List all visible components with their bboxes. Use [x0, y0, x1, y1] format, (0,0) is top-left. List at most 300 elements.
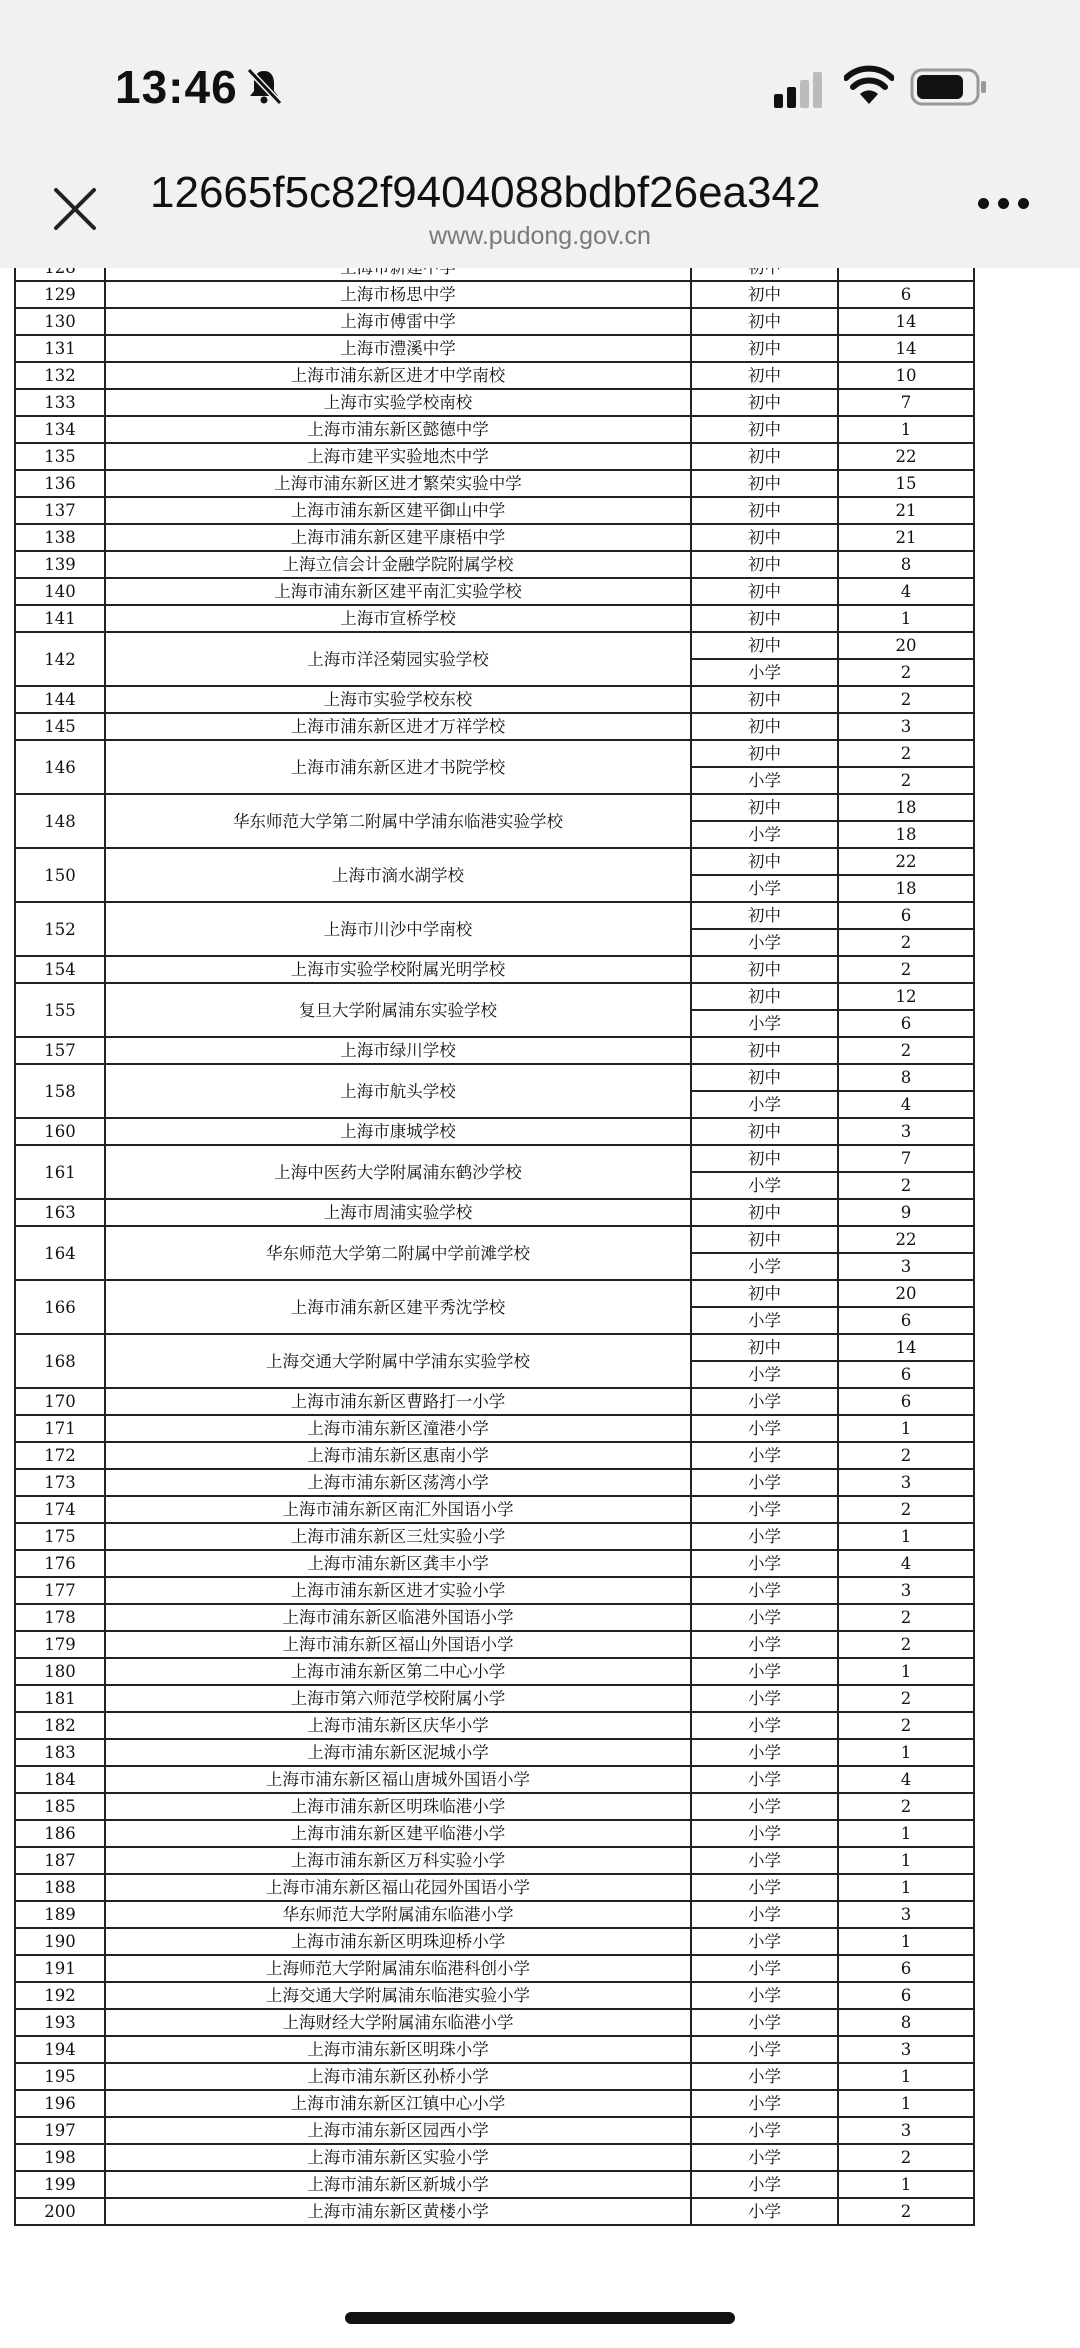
cell-number: 133 [15, 389, 105, 416]
table-row [15, 1469, 974, 1496]
cell-school-name: 上海市浦东新区福山外国语小学 [105, 1631, 691, 1658]
cell-number: 186 [15, 1820, 105, 1847]
table-row [15, 2171, 974, 2198]
table-row [15, 1037, 974, 1064]
cell-school-name: 上海市浦东新区懿德中学 [105, 416, 691, 443]
cell-count: 2 [838, 1793, 974, 1820]
home-indicator[interactable] [345, 2312, 735, 2324]
cell-level: 初中 [691, 578, 838, 605]
cell-school-name: 上海市浦东新区黄楼小学 [105, 2198, 691, 2225]
table-row [15, 956, 974, 983]
cell-count: 7 [838, 1145, 974, 1172]
cell-level: 初中 [691, 1145, 838, 1172]
cell-school-name: 上海市绿川学校 [105, 1037, 691, 1064]
cell-level: 小学 [691, 1847, 838, 1874]
cell-count: 3 [838, 2036, 974, 2063]
cell-school-name: 上海市浦东新区明珠临港小学 [105, 1793, 691, 1820]
cell-school-name: 上海市浦东新区荡湾小学 [105, 1469, 691, 1496]
cell-school-name: 上海市浦东新区进才实验小学 [105, 1577, 691, 1604]
cell-level: 初中 [691, 1280, 838, 1307]
table-row [15, 1523, 974, 1550]
more-dot [998, 198, 1009, 209]
cell-number: 135 [15, 443, 105, 470]
cell-level: 小学 [691, 659, 838, 686]
bell-slash-icon [244, 66, 284, 106]
cell-number: 189 [15, 1901, 105, 1928]
cell-count: 1 [838, 605, 974, 632]
cell-level: 小学 [691, 1793, 838, 1820]
table-row [15, 416, 974, 443]
cell-number: 132 [15, 362, 105, 389]
cell-count: 1 [838, 1658, 974, 1685]
cell-level: 小学 [691, 1010, 838, 1037]
table-row [15, 1415, 974, 1442]
table-row [15, 578, 974, 605]
cell-level: 初中 [691, 956, 838, 983]
cell-level: 小学 [691, 2144, 838, 2171]
cell-level: 小学 [691, 1523, 838, 1550]
cell-count: 6 [838, 1955, 974, 1982]
cell-level: 小学 [691, 767, 838, 794]
cell-level: 初中 [691, 686, 838, 713]
table-row [15, 524, 974, 551]
cell-school-name: 华东师范大学第二附属中学前滩学校 [105, 1226, 691, 1280]
cell-level: 小学 [691, 1631, 838, 1658]
cell-school-name: 上海市川沙中学南校 [105, 902, 691, 956]
cell-level: 初中 [691, 335, 838, 362]
cell-level: 初中 [691, 632, 838, 659]
table-row [15, 902, 974, 929]
cell-number: 187 [15, 1847, 105, 1874]
table-row [15, 632, 974, 659]
cell-level: 小学 [691, 2036, 838, 2063]
cell-number: 140 [15, 578, 105, 605]
cell-level: 初中 [691, 740, 838, 767]
cell-number: 191 [15, 1955, 105, 1982]
cell-level: 小学 [691, 1415, 838, 1442]
cell-count: 2 [838, 1604, 974, 1631]
cell-school-name: 上海市浦东新区潼港小学 [105, 1415, 691, 1442]
cell-school-name: 华东师范大学附属浦东临港小学 [105, 1901, 691, 1928]
cell-number: 195 [15, 2063, 105, 2090]
table-row [15, 1496, 974, 1523]
cell-number: 197 [15, 2117, 105, 2144]
cell-level: 小学 [691, 1361, 838, 1388]
table-row [15, 1739, 974, 1766]
cell-number: 137 [15, 497, 105, 524]
table-row [15, 2009, 974, 2036]
cell-school-name: 上海市浦东新区江镇中心小学 [105, 2090, 691, 2117]
cell-number: 148 [15, 794, 105, 848]
cell-count: 14 [838, 1334, 974, 1361]
cell-count: 6 [838, 902, 974, 929]
cell-number: 130 [15, 308, 105, 335]
cell-count: 21 [838, 524, 974, 551]
cell-count: 6 [838, 1388, 974, 1415]
table-row [15, 1226, 974, 1253]
cell-count: 3 [838, 2117, 974, 2144]
cell-number: 160 [15, 1118, 105, 1145]
cell-level: 小学 [691, 929, 838, 956]
cell-count: 2 [838, 1685, 974, 1712]
cell-number: 173 [15, 1469, 105, 1496]
cell-level: 初中 [691, 362, 838, 389]
cell-number: 194 [15, 2036, 105, 2063]
cell-number: 161 [15, 1145, 105, 1199]
cell-number: 182 [15, 1712, 105, 1739]
cell-school-name: 上海师范大学附属浦东临港科创小学 [105, 1955, 691, 1982]
cell-level: 小学 [691, 1577, 838, 1604]
table-row [15, 1766, 974, 1793]
table-row [15, 2036, 974, 2063]
cell-school-name: 上海市浦东新区万科实验小学 [105, 1847, 691, 1874]
table-row [15, 2144, 974, 2171]
cell-number: 179 [15, 1631, 105, 1658]
table-row [15, 2090, 974, 2117]
cell-number: 155 [15, 983, 105, 1037]
cell-level: 小学 [691, 1496, 838, 1523]
cell-school-name: 上海市浦东新区进才书院学校 [105, 740, 691, 794]
cell-count: 1 [838, 416, 974, 443]
cell-number: 184 [15, 1766, 105, 1793]
cell-number: 168 [15, 1334, 105, 1388]
cell-number: 144 [15, 686, 105, 713]
cell-number: 181 [15, 1685, 105, 1712]
cell-count: 14 [838, 308, 974, 335]
table-row [15, 1280, 974, 1307]
cell-count: 1 [838, 2090, 974, 2117]
cell-number: 150 [15, 848, 105, 902]
cell-level: 初中 [691, 1037, 838, 1064]
cell-school-name: 上海市浦东新区进才繁荣实验中学 [105, 470, 691, 497]
wifi-icon [844, 64, 894, 104]
cell-school-name: 上海立信会计金融学院附属学校 [105, 551, 691, 578]
cell-school-name: 上海市浦东新区南汇外国语小学 [105, 1496, 691, 1523]
cell-number: 157 [15, 1037, 105, 1064]
cell-count: 3 [838, 1118, 974, 1145]
cell-count: 1 [838, 1847, 974, 1874]
table-row [15, 1388, 974, 1415]
cell-level: 初中 [691, 1064, 838, 1091]
cell-number: 200 [15, 2198, 105, 2225]
cell-school-name: 上海市浦东新区三灶实验小学 [105, 1523, 691, 1550]
more-dot [978, 198, 989, 209]
table-row [15, 983, 974, 1010]
cell-school-name: 上海市航头学校 [105, 1064, 691, 1118]
table-row [15, 848, 974, 875]
cell-count: 20 [838, 1280, 974, 1307]
cell-level: 小学 [691, 2063, 838, 2090]
cell-number: 170 [15, 1388, 105, 1415]
cell-level: 小学 [691, 1712, 838, 1739]
cell-school-name: 上海市实验学校东校 [105, 686, 691, 713]
table-row [15, 2198, 974, 2225]
cell-count: 14 [838, 335, 974, 362]
cell-school-name: 上海市康城学校 [105, 1118, 691, 1145]
table-row [15, 470, 974, 497]
table-row [15, 551, 974, 578]
table-row [15, 308, 974, 335]
cell-number: 192 [15, 1982, 105, 2009]
cell-school-name: 上海市浦东新区曹路打一小学 [105, 1388, 691, 1415]
cell-number: 172 [15, 1442, 105, 1469]
cell-school-name: 上海市浦东新区泥城小学 [105, 1739, 691, 1766]
table-row [15, 686, 974, 713]
table-row [15, 1982, 974, 2009]
cell-number: 174 [15, 1496, 105, 1523]
cell-school-name: 上海市浦东新区新城小学 [105, 2171, 691, 2198]
cell-count: 3 [838, 1469, 974, 1496]
table-row [15, 2063, 974, 2090]
cell-count: 15 [838, 470, 974, 497]
cell-level: 小学 [691, 1955, 838, 1982]
table-row [15, 1334, 974, 1361]
table-row [15, 1064, 974, 1091]
cell-count: 18 [838, 821, 974, 848]
cell-count: 9 [838, 1199, 974, 1226]
cell-number: 188 [15, 1874, 105, 1901]
cell-school-name: 上海市浦东新区庆华小学 [105, 1712, 691, 1739]
table-row [15, 1577, 974, 1604]
table-row [15, 1712, 974, 1739]
cell-level: 小学 [691, 1442, 838, 1469]
cell-number: 152 [15, 902, 105, 956]
cell-level: 小学 [691, 1307, 838, 1334]
cell-number: 178 [15, 1604, 105, 1631]
cell-count: 4 [838, 1766, 974, 1793]
cell-school-name: 上海市第六师范学校附属小学 [105, 1685, 691, 1712]
cell-number: 138 [15, 524, 105, 551]
cell-count: 22 [838, 1226, 974, 1253]
cell-level: 小学 [691, 875, 838, 902]
cell-school-name: 上海市杨思中学 [105, 281, 691, 308]
cell-count: 2 [838, 929, 974, 956]
cell-level: 小学 [691, 1982, 838, 2009]
cell-school-name: 上海市浦东新区建平御山中学 [105, 497, 691, 524]
cell-number: 163 [15, 1199, 105, 1226]
cell-level: 初中 [691, 713, 838, 740]
cell-number: 145 [15, 713, 105, 740]
cell-school-name: 上海市澧溪中学 [105, 335, 691, 362]
cell-number: 134 [15, 416, 105, 443]
cell-school-name: 上海市浦东新区进才中学南校 [105, 362, 691, 389]
table-row [15, 1874, 974, 1901]
table-row [15, 1658, 974, 1685]
table-row [15, 1199, 974, 1226]
table-row [15, 389, 974, 416]
cell-school-name: 上海市浦东新区建平康梧中学 [105, 524, 691, 551]
cell-level: 小学 [691, 1604, 838, 1631]
table-row [15, 1145, 974, 1172]
cell-level: 初中 [691, 848, 838, 875]
cell-number: 185 [15, 1793, 105, 1820]
more-dot [1018, 198, 1029, 209]
cell-count: 2 [838, 1631, 974, 1658]
cell-count: 2 [838, 1712, 974, 1739]
table-row [15, 1685, 974, 1712]
cell-level: 小学 [691, 1766, 838, 1793]
cell-count: 10 [838, 362, 974, 389]
cell-level: 小学 [691, 2117, 838, 2144]
cell-count: 2 [838, 767, 974, 794]
cell-count: 1 [838, 2171, 974, 2198]
cell-school-name: 上海市浦东新区建平南汇实验学校 [105, 578, 691, 605]
cell-number: 139 [15, 551, 105, 578]
cell-count: 2 [838, 659, 974, 686]
cell-level: 初中 [691, 983, 838, 1010]
cell-level: 初中 [691, 497, 838, 524]
cell-school-name: 上海市浦东新区实验小学 [105, 2144, 691, 2171]
cell-count: 2 [838, 956, 974, 983]
cell-level: 小学 [691, 1253, 838, 1280]
browser-header [0, 0, 1080, 268]
cell-level: 小学 [691, 1172, 838, 1199]
cell-count: 2 [838, 686, 974, 713]
cell-school-name: 上海市滴水湖学校 [105, 848, 691, 902]
cell-count: 4 [838, 1550, 974, 1577]
cell-count: 8 [838, 551, 974, 578]
table-row [15, 443, 974, 470]
cell-level: 初中 [691, 1334, 838, 1361]
cell-count: 6 [838, 1307, 974, 1334]
cell-school-name: 上海市建平实验地杰中学 [105, 443, 691, 470]
cell-count: 1 [838, 1739, 974, 1766]
status-time: 13:46 [115, 61, 238, 113]
cell-count: 2 [838, 2198, 974, 2225]
cell-level: 小学 [691, 1550, 838, 1577]
cell-level: 初中 [691, 1226, 838, 1253]
table-row [15, 335, 974, 362]
cell-number: 131 [15, 335, 105, 362]
cell-level: 小学 [691, 1901, 838, 1928]
cell-level: 初中 [691, 902, 838, 929]
cell-count: 1 [838, 1523, 974, 1550]
cell-count: 8 [838, 2009, 974, 2036]
cell-school-name: 上海市浦东新区明珠小学 [105, 2036, 691, 2063]
cell-count: 6 [838, 1982, 974, 2009]
cell-count: 2 [838, 1496, 974, 1523]
cell-count: 2 [838, 1037, 974, 1064]
cell-count: 6 [838, 281, 974, 308]
cell-level: 初中 [691, 416, 838, 443]
cell-count: 1 [838, 2063, 974, 2090]
cell-level: 初中 [691, 443, 838, 470]
title-fade [840, 160, 930, 230]
cell-number: 166 [15, 1280, 105, 1334]
cell-level: 初中 [691, 389, 838, 416]
table-row [15, 1928, 974, 1955]
cell-level: 小学 [691, 1469, 838, 1496]
cell-school-name: 上海市洋泾菊园实验学校 [105, 632, 691, 686]
cell-number: 158 [15, 1064, 105, 1118]
cell-number: 164 [15, 1226, 105, 1280]
cell-number: 171 [15, 1415, 105, 1442]
cell-number: 177 [15, 1577, 105, 1604]
cell-number: 142 [15, 632, 105, 686]
cell-school-name: 上海市浦东新区福山唐城外国语小学 [105, 1766, 691, 1793]
cell-school-name: 上海市周浦实验学校 [105, 1199, 691, 1226]
table-row [15, 1901, 974, 1928]
cell-level: 小学 [691, 1388, 838, 1415]
table-row [15, 2117, 974, 2144]
cell-level: 小学 [691, 1874, 838, 1901]
cell-count: 1 [838, 1928, 974, 1955]
cell-level: 初中 [691, 605, 838, 632]
table-row [15, 1793, 974, 1820]
page-title[interactable]: 12665f5c82f9404088bdbf26ea342 [150, 168, 821, 217]
cell-school-name: 上海中医药大学附属浦东鹤沙学校 [105, 1145, 691, 1199]
cell-level: 小学 [691, 821, 838, 848]
cell-school-name: 上海财经大学附属浦东临港小学 [105, 2009, 691, 2036]
table-row [15, 605, 974, 632]
cell-level: 小学 [691, 1820, 838, 1847]
cell-school-name: 上海市实验学校附属光明学校 [105, 956, 691, 983]
cell-count: 3 [838, 1253, 974, 1280]
more-button[interactable] [978, 198, 1030, 214]
cell-count: 3 [838, 1577, 974, 1604]
cell-number: 190 [15, 1928, 105, 1955]
cell-number: 136 [15, 470, 105, 497]
cell-number: 129 [15, 281, 105, 308]
cell-level: 初中 [691, 470, 838, 497]
cell-count: 20 [838, 632, 974, 659]
cell-school-name: 上海市浦东新区第二中心小学 [105, 1658, 691, 1685]
cell-school-name: 上海市浦东新区惠南小学 [105, 1442, 691, 1469]
cell-level: 小学 [691, 2171, 838, 2198]
cell-count: 4 [838, 578, 974, 605]
cell-school-name: 复旦大学附属浦东实验学校 [105, 983, 691, 1037]
table-row [15, 1955, 974, 1982]
cell-count: 2 [838, 2144, 974, 2171]
cell-count: 18 [838, 794, 974, 821]
cell-school-name: 上海市浦东新区园西小学 [105, 2117, 691, 2144]
cell-count: 21 [838, 497, 974, 524]
cell-count: 22 [838, 848, 974, 875]
cell-school-name: 上海市浦东新区进才万祥学校 [105, 713, 691, 740]
battery-icon [910, 68, 988, 106]
cell-count: 3 [838, 713, 974, 740]
cell-level: 初中 [691, 794, 838, 821]
cell-level: 初中 [691, 551, 838, 578]
cell-number: 198 [15, 2144, 105, 2171]
cell-school-name: 上海市浦东新区建平临港小学 [105, 1820, 691, 1847]
cell-count: 2 [838, 1442, 974, 1469]
table-row [15, 1847, 974, 1874]
cell-count: 1 [838, 1874, 974, 1901]
cell-school-name: 上海交通大学附属浦东临港实验小学 [105, 1982, 691, 2009]
cell-level: 小学 [691, 1091, 838, 1118]
table-row [15, 740, 974, 767]
cell-count: 2 [838, 740, 974, 767]
cell-number: 146 [15, 740, 105, 794]
cell-level: 初中 [691, 1199, 838, 1226]
quota-table-body [15, 254, 974, 2225]
cell-school-name: 上海交通大学附属中学浦东实验学校 [105, 1334, 691, 1388]
table-row [15, 713, 974, 740]
quota-table [14, 253, 975, 2226]
cell-count: 2 [838, 1172, 974, 1199]
cell-number: 154 [15, 956, 105, 983]
cell-level: 小学 [691, 1658, 838, 1685]
cell-count: 18 [838, 875, 974, 902]
table-row [15, 1442, 974, 1469]
cell-count: 1 [838, 1415, 974, 1442]
page-domain: www.pudong.gov.cn [429, 222, 651, 250]
cell-number: 141 [15, 605, 105, 632]
table-row [15, 281, 974, 308]
cell-level: 小学 [691, 2009, 838, 2036]
table-row [15, 497, 974, 524]
